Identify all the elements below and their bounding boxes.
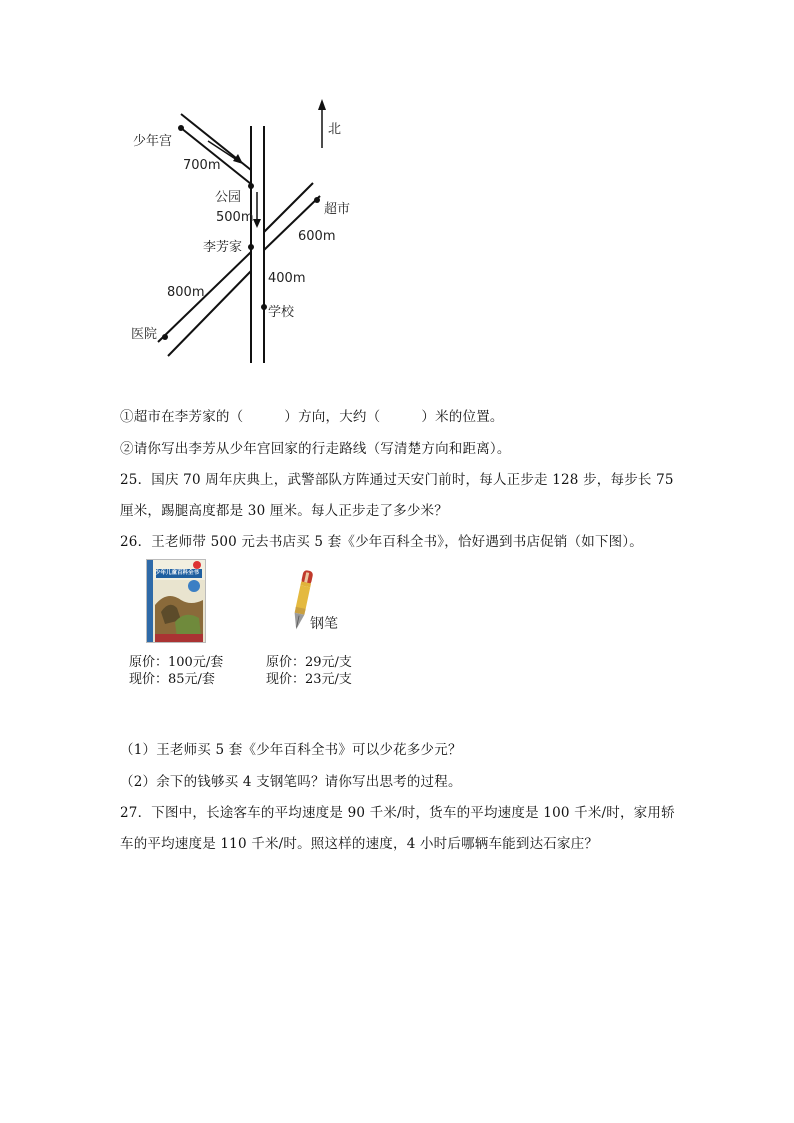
book-original-price: 原价：100元/套: [129, 655, 224, 670]
question-26-line1: 26．王老师带 500 元去书店买 5 套《少年百科全书》，恰好遇到书店促销（如下图）。: [120, 534, 643, 550]
question-24-2: ②请你写出李芳从少年宫回家的行走路线（写清楚方向和距离）。: [120, 441, 511, 457]
label-school: 学校: [268, 305, 295, 320]
book-cover-title: 少年儿童百科全书: [155, 570, 200, 576]
road-diagonal: [158, 183, 320, 356]
question-24-1: ①超市在李芳家的（ ）方向，大约（ ）米的位置。: [120, 409, 504, 425]
book-current-price: 现价：85元/套: [129, 672, 215, 687]
north-arrow-icon: [318, 99, 326, 148]
park-dot: [248, 183, 254, 189]
arrow-park-to-home: [253, 192, 261, 228]
road-vertical: [251, 126, 264, 363]
hospital-dot: [162, 334, 168, 340]
label-supermarket: 超市: [324, 202, 351, 217]
label-park: 公园: [215, 190, 242, 205]
label-li-home: 李芳家: [203, 240, 243, 255]
question-26-1: （1）王老师买 5 套《少年百科全书》可以少花多少元？: [120, 742, 462, 758]
label-distance-400: 400m: [268, 271, 306, 286]
pen-original-price: 原价：29元/支: [266, 655, 352, 670]
pen-current-price: 现价：23元/支: [266, 672, 352, 687]
road-youth-palace: [181, 114, 251, 184]
youth-palace-dot: [178, 125, 184, 131]
label-distance-800: 800m: [167, 285, 205, 300]
question-27-line1: 27．下图中，长途客车的平均速度是 90 千米/时，货车的平均速度是 100 千米/时，家用轿: [120, 805, 675, 821]
label-distance-600: 600m: [298, 229, 336, 244]
li-home-dot: [248, 244, 254, 250]
label-hospital: 医院: [131, 327, 158, 342]
supermarket-dot: [314, 197, 320, 203]
label-youth-palace: 少年宫: [133, 134, 173, 149]
pen-label: 钢笔: [310, 616, 338, 632]
label-distance-500: 500m: [216, 210, 254, 225]
question-26-2: （2）余下的钱够买 4 支钢笔吗？请你写出思考的过程。: [120, 774, 462, 790]
question-27-line2: 车的平均速度是 110 千米/时。照这样的速度，4 小时后哪辆车能到达石家庄？: [120, 836, 599, 852]
question-25-line2: 厘米，踢腿高度都是 30 厘米。每人正步走了多少米？: [120, 503, 448, 519]
label-north: 北: [328, 122, 342, 137]
question-25-line1: 25．国庆 70 周年庆典上，武警部队方阵通过天安门前时，每人正步走 128 步，每步长 75: [120, 472, 674, 488]
school-dot: [261, 304, 267, 310]
label-distance-700: 700m: [183, 158, 221, 173]
